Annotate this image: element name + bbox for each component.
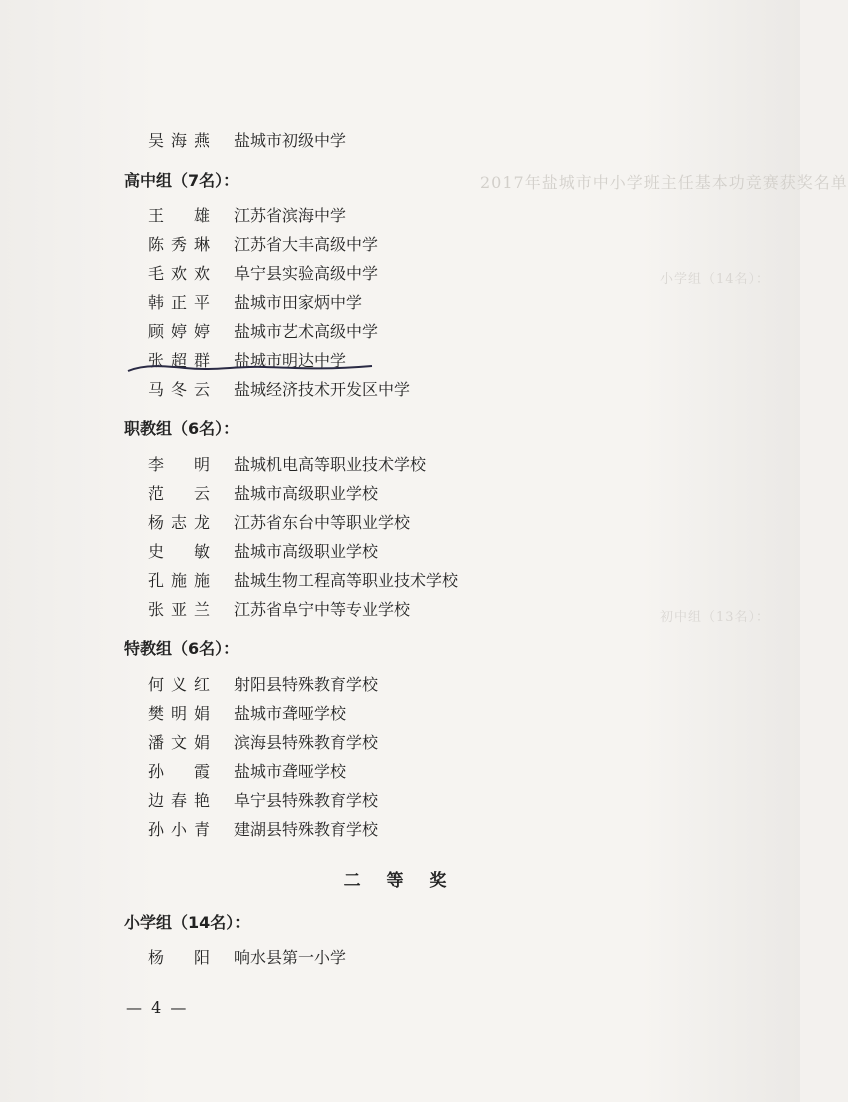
awardee-name: 史 敏 <box>148 542 210 561</box>
awardee-school: 盐城市聋哑学校 <box>234 762 347 781</box>
group-title-vocational: 职教组（6名）： <box>124 419 240 438</box>
awardee-name: 韩正平 <box>148 293 210 312</box>
awardee-name: 杨志龙 <box>148 513 210 532</box>
awardee-school: 射阳县特殊教育学校 <box>234 675 379 694</box>
awardee-name: 马冬云 <box>148 380 210 399</box>
handwritten-underline <box>125 358 375 378</box>
awardee-school: 盐城生物工程高等职业技术学校 <box>234 571 459 590</box>
awardee-school: 江苏省滨海中学 <box>234 206 347 225</box>
awardee-name: 樊明娟 <box>148 704 210 723</box>
awardee-school: 盐城市田家炳中学 <box>234 293 363 312</box>
bleed-through-group: 小学组（14名）： <box>660 272 771 287</box>
awardee-name: 毛欢欢 <box>148 264 210 283</box>
awardee-name: 李 明 <box>148 455 210 474</box>
group-title-special: 特教组（6名）： <box>124 639 240 658</box>
awardee-name: 杨 阳 <box>148 948 210 967</box>
awardee-school: 滨海县特殊教育学校 <box>234 733 379 752</box>
awardee-school: 盐城市聋哑学校 <box>234 704 347 723</box>
awardee-name: 孙 霞 <box>148 762 210 781</box>
awardee-school: 盐城经济技术开发区中学 <box>234 380 411 399</box>
group-title-primary: 小学组（14名）： <box>124 913 251 932</box>
awardee-name: 张超群 <box>148 351 210 370</box>
awardee-name: 何义红 <box>148 675 210 694</box>
awardee-school: 盐城市明达中学 <box>234 351 347 370</box>
awardee-name: 范 云 <box>148 484 210 503</box>
awardee-school: 江苏省东台中等职业学校 <box>234 513 411 532</box>
awardee-school: 盐城市初级中学 <box>234 131 347 150</box>
awardee-school: 江苏省大丰高级中学 <box>234 235 379 254</box>
awardee-school: 盐城市高级职业学校 <box>234 484 379 503</box>
group-title-high: 高中组（7名）： <box>124 171 240 190</box>
awardee-school: 盐城市艺术高级中学 <box>234 322 379 341</box>
bleed-through-group-2: 初中组（13名）： <box>660 610 771 625</box>
awardee-school: 盐城机电高等职业技术学校 <box>234 455 427 474</box>
awardee-school: 阜宁县特殊教育学校 <box>234 791 379 810</box>
awardee-name: 孔施施 <box>148 571 210 590</box>
awardee-name: 顾婷婷 <box>148 322 210 341</box>
bleed-through-heading: 2017年盐城市中小学班主任基本功竞赛获奖名单 <box>480 173 848 192</box>
awardee-name: 吴海燕 <box>148 131 210 150</box>
awardee-name: 孙小青 <box>148 820 210 839</box>
prize-level-heading: 二 等 奖 <box>343 871 457 891</box>
page-number: — 4 — <box>126 998 189 1017</box>
awardee-school: 阜宁县实验高级中学 <box>234 264 379 283</box>
awardee-name: 陈秀琳 <box>148 235 210 254</box>
awardee-name: 王 雄 <box>148 206 210 225</box>
awardee-name: 张亚兰 <box>148 600 210 619</box>
awardee-school: 建湖县特殊教育学校 <box>234 820 379 839</box>
awardee-name: 潘文娟 <box>148 733 210 752</box>
awardee-school: 响水县第一小学 <box>234 948 347 967</box>
awardee-name: 边春艳 <box>148 791 210 810</box>
awardee-school: 盐城市高级职业学校 <box>234 542 379 561</box>
awardee-school: 江苏省阜宁中等专业学校 <box>234 600 411 619</box>
